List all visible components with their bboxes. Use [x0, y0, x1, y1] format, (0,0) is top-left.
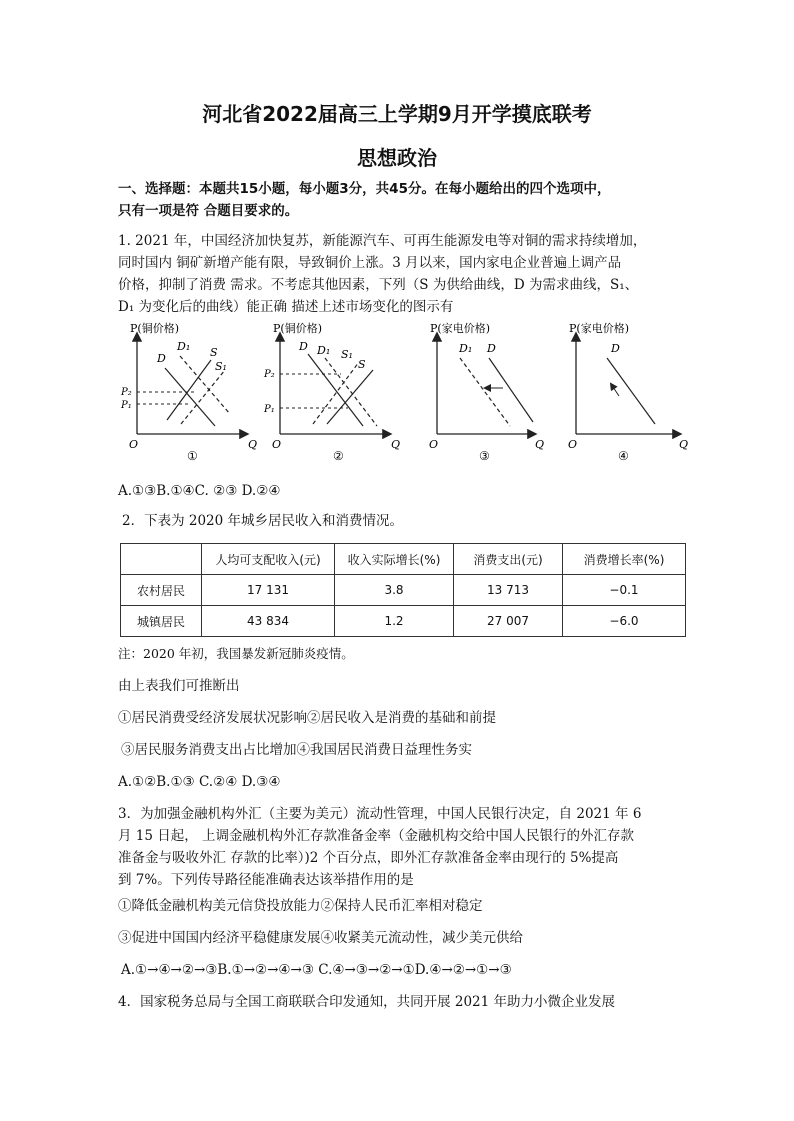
graph1-s1: S₁	[215, 360, 227, 373]
q2-statement-2: ③居民服务消费支出占比增加④我国居民消费日益理性务实	[121, 742, 472, 758]
graph3-origin: O	[429, 438, 439, 451]
graph1-p2: P₂	[121, 387, 132, 398]
table-row	[121, 575, 686, 606]
q1-graphs	[115, 318, 695, 468]
section-heading-line2: 只有一项是符 合题目要求的。	[118, 203, 299, 219]
table-header-cell: 收入实际增长(%)	[335, 544, 454, 575]
graph1-d1: D₁	[177, 340, 191, 353]
graph-3	[429, 321, 544, 463]
q3-line2: 月 15 日起， 上调金融机构外汇存款准备金率（金融机构交给中国人民银行的外汇存款	[118, 828, 635, 844]
graph1-origin: O	[129, 438, 139, 451]
graph1-axis-label: P(铜价格)	[130, 322, 179, 335]
graph1-p1: P₁	[121, 400, 132, 411]
table-cell: −0.1	[563, 575, 686, 606]
subject-title: 思想政治	[357, 146, 437, 170]
q1-line1: 1. 2021 年，中国经济加快复苏，新能源汽车、可再生能源发电等对铜的需求持续增加，	[118, 233, 647, 249]
graph2-d1: D₁	[317, 344, 331, 357]
q1-options: A.①③B.①④C. ②③ D.②④	[118, 483, 281, 499]
graph3-d: D	[487, 342, 496, 355]
graph1-q: Q	[248, 438, 258, 451]
graph2-p2: P₂	[264, 369, 275, 380]
table-cell: 3.8	[335, 575, 454, 606]
table-cell: 1.2	[335, 606, 454, 637]
table-header-cell: 消费增长率(%)	[563, 544, 686, 575]
table-cell: 农村居民	[121, 575, 202, 606]
graph3-number: ③	[479, 449, 490, 463]
table-row	[121, 606, 686, 637]
table-cell: 17 131	[202, 575, 335, 606]
table-header-cell	[121, 544, 202, 575]
graph3-q: Q	[535, 438, 545, 451]
table-header-row	[121, 544, 686, 575]
table-cell: 城镇居民	[121, 606, 202, 637]
table-header-cell: 人均可支配收入(元)	[202, 544, 335, 575]
graph1-number: ①	[187, 449, 198, 463]
q3-line1: 3．为加强金融机构外汇（主要为美元）流动性管理，中国人民银行决定，自 2021 年 6	[118, 806, 642, 822]
graph1-s: S	[210, 346, 218, 359]
q2-stem: 2．下表为 2020 年城乡居民收入和消费情况。	[122, 513, 404, 529]
graph-2	[263, 321, 400, 463]
q1-line3: 价格，抑制了消费 需求。不考虑其他因素，下列（S 为供给曲线，D 为需求曲线，S₁、	[118, 277, 639, 293]
graph4-origin: O	[568, 438, 578, 451]
income-consumption-table	[120, 543, 686, 637]
q4-line1: 4．国家税务总局与全国工商联联合印发通知，共同开展 2021 年助力小微企业发展	[118, 994, 616, 1010]
q2-options: A.①②B.①③ C.②④ D.③④	[118, 774, 281, 790]
graph-4	[568, 321, 688, 463]
q2-infer: 由上表我们可推断出	[118, 678, 240, 694]
graph2-q: Q	[391, 438, 401, 451]
q3-options: A.①→④→②→③B.①→②→④→③ C.④→③→②→①D.④→②→①→③	[121, 962, 512, 978]
q2-statement-1: ①居民消费受经济发展状况影响②居民收入是消费的基础和前提	[118, 710, 496, 726]
graph3-d1: D₁	[459, 342, 473, 355]
q2-note: 注：2020 年初，我国暴发新冠肺炎疫情。	[118, 646, 354, 661]
graph4-number: ④	[618, 449, 629, 463]
table-cell: −6.0	[563, 606, 686, 637]
table-cell: 43 834	[202, 606, 335, 637]
section-heading-line1: 一、选择题：本题共15小题，每小题3分，共45分。在每小题给出的四个选项中，	[118, 181, 611, 197]
graph2-s1: S₁	[341, 348, 353, 361]
graph1-d: D	[157, 352, 166, 365]
q3-line3: 准备金与吸收外汇 存款的比率）)2 个百分点，即外汇存款准备金率由现行的 5%提高	[118, 850, 619, 866]
q3-statement-2: ③促进中国国内经济平稳健康发展④收紧美元流动性，减少美元供给	[118, 930, 523, 946]
page-title: 河北省2022届高三上学期9月开学摸底联考	[202, 102, 592, 126]
q3-statement-1: ①降低金融机构美元信贷投放能力②保持人民币汇率相对稳定	[118, 898, 483, 914]
q3-line4: 到 7%。下列传导路径能准确表达该举措作用的是	[118, 872, 414, 888]
table-header-cell: 消费支出(元)	[454, 544, 563, 575]
graph2-s: S	[358, 358, 366, 371]
q1-line4: D₁ 为变化后的曲线）能正确 描述上述市场变化的图示有	[118, 299, 454, 315]
table-cell: 13 713	[454, 575, 563, 606]
table-cell: 27 007	[454, 606, 563, 637]
graph2-p1: P₁	[264, 404, 275, 415]
graph4-axis-label: P(家电价格)	[569, 322, 629, 335]
graph2-axis-label: P(铜价格)	[273, 322, 322, 335]
graph3-axis-label: P(家电价格)	[430, 322, 490, 335]
graph4-d: D	[611, 342, 620, 355]
graph2-d: D	[299, 340, 308, 353]
graph2-number: ②	[333, 449, 344, 463]
q1-line2: 同时国内 铜矿新增产能有限，导致铜价上涨。3 月以来，国内家电企业普遍上调产品	[118, 255, 622, 271]
graph4-q: Q	[679, 438, 689, 451]
graph-1	[120, 321, 257, 463]
graph2-origin: O	[272, 438, 282, 451]
